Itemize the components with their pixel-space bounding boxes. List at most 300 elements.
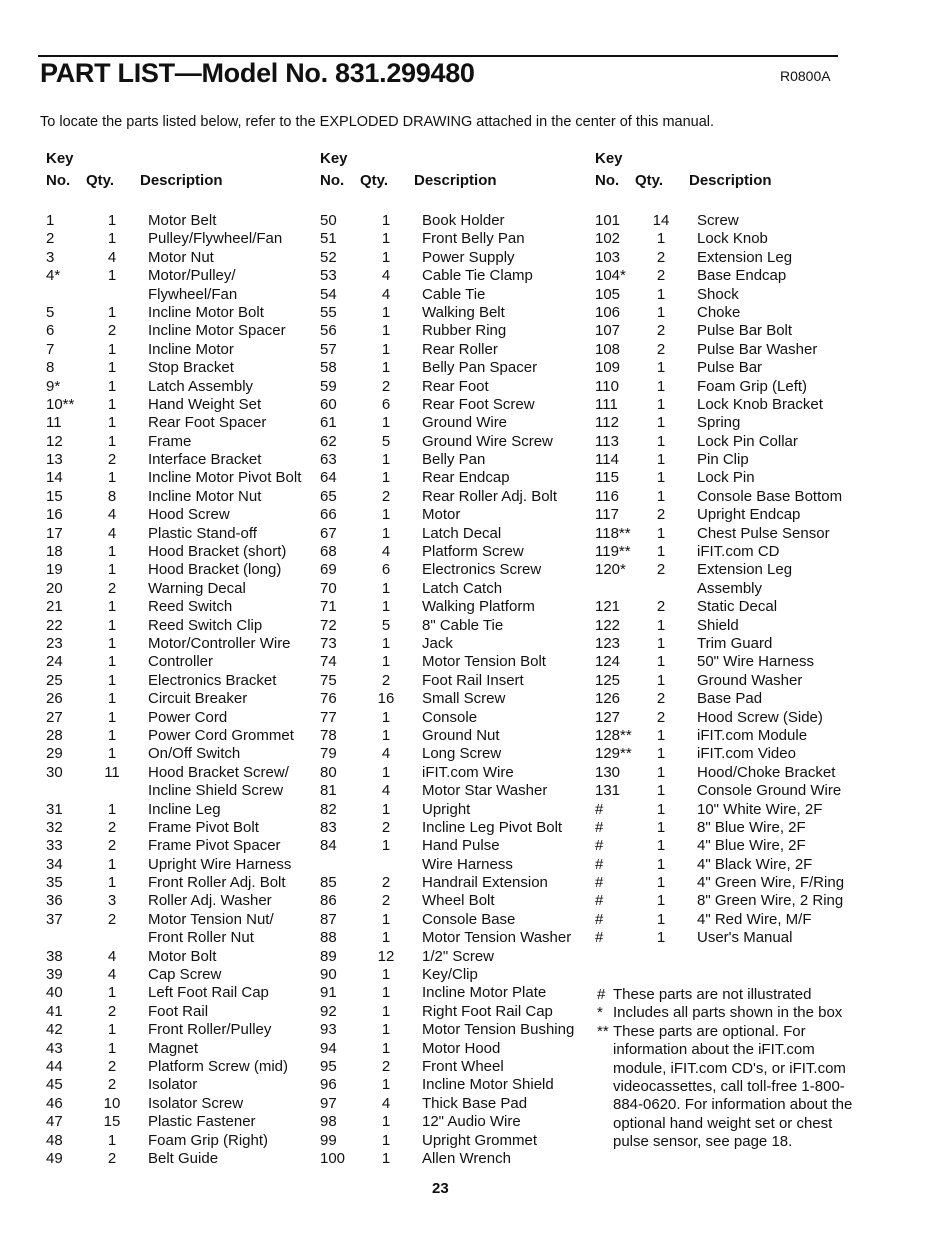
part-qty: 1 [656, 818, 666, 836]
part-description: Rear Roller [422, 340, 498, 358]
part-description: Cable Tie [422, 285, 486, 303]
part-key: 101 [595, 212, 621, 229]
part-qty: 1 [381, 340, 391, 358]
part-key: 59 [320, 377, 337, 395]
part-key: 23 [46, 634, 63, 652]
part-description: Frame Pivot Spacer [148, 837, 281, 855]
part-key: 100 [320, 1149, 346, 1167]
part-key: 97 [320, 1094, 337, 1112]
part-description: Upright Endcap [697, 506, 801, 524]
part-key: 113 [595, 432, 619, 450]
part-qty: 1 [381, 1021, 391, 1039]
footnote-mark: # [597, 986, 606, 1003]
part-qty: 4 [381, 1094, 391, 1112]
part-key: 72 [320, 616, 337, 634]
part-description: Shock [697, 285, 739, 303]
part-qty: 1 [381, 598, 391, 616]
part-qty: 1 [381, 212, 391, 229]
part-key: # [595, 800, 604, 818]
part-key: 10** [46, 395, 75, 413]
part-description: Pulse Bar Washer [697, 340, 818, 358]
part-key: 119** [595, 543, 631, 561]
part-key: 78 [320, 726, 337, 744]
part-qty: 1 [381, 984, 391, 1002]
part-qty: 1 [656, 469, 666, 487]
part-qty: 2 [107, 322, 117, 340]
part-key: 102 [595, 230, 621, 248]
part-key: 22 [46, 616, 63, 634]
part-description: 8" Cable Tie [422, 616, 504, 634]
part-key: 16 [46, 506, 63, 524]
part-key: 1 [46, 212, 55, 229]
part-description: Thick Base Pad [422, 1094, 528, 1112]
part-qty: 4 [381, 543, 391, 561]
part-key: 69 [320, 561, 337, 579]
part-key: 94 [320, 1039, 337, 1057]
part-qty: 2 [381, 892, 391, 910]
part-key: 108 [595, 340, 621, 358]
part-description: Front Roller Adj. Bolt [148, 874, 286, 892]
part-key: 103 [595, 248, 621, 266]
part-description: Rubber Ring [422, 322, 507, 340]
part-qty: 1 [107, 634, 117, 652]
part-qty: 1 [656, 616, 666, 634]
part-description: Reed Switch Clip [148, 616, 263, 634]
part-key: 110 [595, 377, 619, 395]
part-description: Incline Shield Screw [148, 782, 284, 800]
part-key: 47 [46, 1113, 63, 1131]
footnote-text: These parts are not illustrated [613, 986, 812, 1003]
part-description: Latch Catch [422, 579, 503, 597]
part-description: Incline Motor Bolt [148, 303, 264, 321]
part-description: Ground Wire [422, 414, 508, 432]
part-qty: 1 [107, 598, 117, 616]
part-key: 56 [320, 322, 337, 340]
header-no-label: No. [595, 172, 620, 189]
part-description: Walking Belt [422, 303, 505, 321]
part-qty: 1 [656, 377, 666, 395]
part-qty: 2 [107, 837, 117, 855]
part-key: 83 [320, 818, 337, 836]
part-qty: 4 [381, 745, 391, 763]
part-description: 50" Wire Harness [697, 653, 815, 671]
part-qty: 2 [381, 874, 391, 892]
part-key: 39 [46, 966, 63, 984]
part-description: Chest Pulse Sensor [697, 524, 830, 542]
part-qty: 1 [656, 800, 666, 818]
part-qty: 2 [381, 818, 391, 836]
header-description-label: Description [140, 172, 223, 189]
part-qty: 1 [381, 653, 391, 671]
part-qty: 1 [107, 561, 117, 579]
part-description: Rear Endcap [422, 469, 510, 487]
part-key: # [595, 892, 604, 910]
part-description: Roller Adj. Washer [148, 892, 272, 910]
part-qty: 4 [107, 506, 117, 524]
part-description: Plastic Stand-off [148, 524, 257, 542]
part-description: iFIT.com Module [697, 726, 808, 744]
part-description: Upright Grommet [422, 1131, 538, 1149]
part-key: 50 [320, 212, 337, 229]
part-description: Wire Harness [422, 855, 513, 873]
part-key: 127 [595, 708, 621, 726]
part-key: 81 [320, 782, 337, 800]
part-key: 71 [320, 598, 337, 616]
part-description: Pulley/Flywheel/Fan [148, 230, 283, 248]
footnote-text: These parts are optional. For information about the iFIT.com module, iFIT.com CD's, or iFIT.com videocassettes, call toll-free 1-800-884-0620. For information about the optional hand weight set or chest pulse sensor, see page 18. [613, 1022, 853, 1151]
part-description: Rear Roller Adj. Bolt [422, 487, 558, 505]
part-key: 38 [46, 947, 63, 965]
part-qty: 1 [656, 763, 666, 781]
part-qty: 1 [107, 414, 117, 432]
part-description: Wheel Bolt [422, 892, 495, 910]
part-key: 48 [46, 1131, 63, 1149]
part-key: 55 [320, 303, 337, 321]
part-qty: 11 [104, 763, 120, 781]
part-description: Book Holder [422, 212, 505, 229]
part-key: 9* [46, 377, 61, 395]
header-description-label: Description [689, 172, 772, 189]
part-description: Power Cord Grommet [148, 726, 294, 744]
part-key: 24 [46, 653, 63, 671]
part-description: 8" Green Wire, 2 Ring [697, 892, 844, 910]
part-description: Controller [148, 653, 214, 671]
part-key: 87 [320, 910, 337, 928]
part-key: 130 [595, 763, 621, 781]
part-key: 118** [595, 524, 631, 542]
part-qty: 1 [107, 708, 117, 726]
part-qty: 1 [107, 395, 117, 413]
part-key: 27 [46, 708, 63, 726]
part-key: 25 [46, 671, 63, 689]
part-description: Motor Hood [422, 1039, 501, 1057]
part-qty: 1 [107, 616, 117, 634]
part-description: 12" Audio Wire [422, 1113, 521, 1131]
part-key: 82 [320, 800, 337, 818]
part-key: 33 [46, 837, 63, 855]
part-key: 60 [320, 395, 337, 413]
part-key: # [595, 910, 604, 928]
part-key: 107 [595, 322, 621, 340]
part-qty: 1 [656, 855, 666, 873]
part-qty: 16 [377, 690, 395, 708]
part-qty: 2 [656, 267, 666, 285]
part-description: Screw [697, 212, 739, 229]
page-number: 23 [432, 1180, 449, 1197]
part-qty: 2 [656, 708, 666, 726]
part-key: 128** [595, 726, 632, 744]
part-key: 124 [595, 653, 621, 671]
part-key: 104* [595, 267, 626, 285]
part-description: Interface Bracket [148, 451, 262, 469]
part-qty: 1 [107, 377, 117, 395]
part-description: Electronics Bracket [148, 671, 277, 689]
part-key: 13 [46, 451, 63, 469]
part-key: 46 [46, 1094, 63, 1112]
part-qty: 1 [381, 1131, 391, 1149]
part-qty: 4 [381, 285, 391, 303]
part-key: 90 [320, 966, 337, 984]
part-description: Pulse Bar Bolt [697, 322, 793, 340]
footnote-text: Includes all parts shown in the box [613, 1004, 843, 1022]
part-key: 112 [595, 414, 619, 432]
part-description: Flywheel/Fan [148, 285, 238, 303]
part-description: Incline Motor Spacer [148, 322, 286, 340]
part-description: Rear Foot [422, 377, 489, 395]
part-key: 120* [595, 561, 626, 579]
part-qty: 1 [107, 359, 117, 377]
part-description: Isolator [148, 1076, 198, 1094]
part-description: Platform Screw (mid) [148, 1057, 289, 1075]
part-description: Front Roller Nut [148, 929, 254, 947]
part-description: Belly Pan Spacer [422, 359, 538, 377]
part-qty: 1 [656, 432, 666, 450]
part-description: Foam Grip (Right) [148, 1131, 269, 1149]
part-qty: 1 [381, 1149, 391, 1167]
part-qty: 2 [107, 910, 117, 928]
part-description: Long Screw [422, 745, 502, 763]
part-description: 8" Blue Wire, 2F [697, 818, 806, 836]
intro-text: To locate the parts listed below, refer to the EXPLODED DRAWING attached in the center of this manual. [40, 114, 715, 130]
part-description: Platform Screw [422, 543, 524, 561]
part-key: 91 [320, 984, 337, 1002]
part-qty: 14 [652, 212, 670, 229]
part-qty: 1 [656, 929, 666, 947]
part-key: 117 [595, 506, 619, 524]
part-key: 99 [320, 1131, 337, 1149]
part-qty: 1 [381, 359, 391, 377]
part-key: 31 [46, 800, 63, 818]
part-key: # [595, 837, 604, 855]
part-description: On/Off Switch [148, 745, 241, 763]
part-qty: 1 [381, 248, 391, 266]
part-key: 61 [320, 414, 337, 432]
part-description: Hood Bracket (short) [148, 543, 287, 561]
part-qty: 4 [381, 267, 391, 285]
part-qty: 1 [381, 726, 391, 744]
part-qty: 1 [656, 303, 666, 321]
part-description: 4" Blue Wire, 2F [697, 837, 806, 855]
part-description: Walking Platform [422, 598, 535, 616]
part-key: 63 [320, 451, 337, 469]
part-description: Assembly [697, 579, 763, 597]
part-qty: 1 [381, 708, 391, 726]
part-qty: 1 [107, 874, 117, 892]
part-key: 6 [46, 322, 55, 340]
part-description: Front Roller/Pulley [148, 1021, 272, 1039]
part-qty: 1 [381, 800, 391, 818]
part-description: Motor Tension Nut/ [148, 910, 274, 928]
part-key: 116 [595, 487, 619, 505]
part-description: Extension Leg [697, 561, 793, 579]
part-description: Incline Motor Plate [422, 984, 547, 1002]
part-key: 68 [320, 543, 337, 561]
part-key: 8 [46, 359, 55, 377]
part-key: 57 [320, 340, 337, 358]
part-qty: 5 [381, 616, 391, 634]
part-key: 4* [46, 267, 61, 285]
part-key: 122 [595, 616, 621, 634]
part-description: Power Cord [148, 708, 228, 726]
header-key-label: Key [595, 150, 623, 167]
document-code: R0800A [780, 68, 831, 84]
part-qty: 2 [107, 1057, 117, 1075]
part-description: Allen Wrench [422, 1149, 511, 1167]
part-key: 96 [320, 1076, 337, 1094]
part-qty: 1 [381, 910, 391, 928]
part-qty: 2 [107, 579, 117, 597]
part-description: Pin Clip [697, 451, 749, 469]
part-description: Magnet [148, 1039, 199, 1057]
part-key: 92 [320, 1002, 337, 1020]
part-description: Hood/Choke Bracket [697, 763, 836, 781]
part-key: 89 [320, 947, 337, 965]
part-qty: 1 [381, 1039, 391, 1057]
part-description: Extension Leg [697, 248, 793, 266]
part-qty: 6 [381, 561, 391, 579]
part-qty: 1 [107, 543, 117, 561]
part-key: 111 [595, 395, 618, 413]
part-key: 131 [595, 782, 621, 800]
part-key: 79 [320, 745, 337, 763]
part-description: Left Foot Rail Cap [148, 984, 269, 1002]
part-description: Trim Guard [697, 634, 773, 652]
page-title: PART LIST—Model No. 831.299480 [40, 58, 475, 88]
part-key: 21 [46, 598, 63, 616]
part-description: Motor Nut [148, 248, 214, 266]
part-key: 45 [46, 1076, 63, 1094]
part-description: Upright [422, 800, 471, 818]
part-description: Choke [697, 303, 741, 321]
part-qty: 2 [656, 248, 666, 266]
part-qty: 2 [381, 377, 391, 395]
part-key: 5 [46, 303, 55, 321]
part-qty: 1 [656, 634, 666, 652]
part-qty: 1 [107, 653, 117, 671]
part-qty: 1 [107, 855, 117, 873]
part-qty: 1 [381, 414, 391, 432]
part-description: Cable Tie Clamp [422, 267, 533, 285]
part-key: 98 [320, 1113, 337, 1131]
part-qty: 1 [656, 543, 666, 561]
part-qty: 2 [381, 1057, 391, 1075]
part-key: 15 [46, 487, 63, 505]
part-qty: 15 [103, 1113, 121, 1131]
part-qty: 1 [107, 726, 117, 744]
part-qty: 1 [381, 469, 391, 487]
part-key: 54 [320, 285, 337, 303]
part-qty: 3 [107, 892, 117, 910]
part-description: Pulse Bar [697, 359, 763, 377]
part-qty: 1 [107, 469, 117, 487]
part-qty: 1 [107, 432, 117, 450]
part-description: Right Foot Rail Cap [422, 1002, 553, 1020]
part-qty: 1 [107, 1039, 117, 1057]
part-key: 40 [46, 984, 63, 1002]
part-description: Front Wheel [422, 1057, 504, 1075]
footnote [597, 1004, 872, 1022]
part-description: Hand Weight Set [148, 395, 262, 413]
part-qty: 1 [381, 524, 391, 542]
part-description: Base Endcap [697, 267, 787, 285]
part-qty: 1 [107, 671, 117, 689]
part-qty: 1 [656, 395, 666, 413]
part-description: Motor Tension Bolt [422, 653, 546, 671]
part-key: 80 [320, 763, 337, 781]
part-description: Plastic Fastener [148, 1113, 256, 1131]
part-key: # [595, 818, 604, 836]
part-qty: 1 [656, 359, 666, 377]
part-description: 1/2" Screw [422, 947, 495, 965]
part-key: 19 [46, 561, 63, 579]
part-key: 105 [595, 285, 621, 303]
part-description: Lock Knob [697, 230, 768, 248]
part-description: Belt Guide [148, 1149, 219, 1167]
part-qty: 1 [656, 451, 666, 469]
part-description: Front Belly Pan [422, 230, 525, 248]
part-description: Incline Motor Nut [148, 487, 262, 505]
part-key: 44 [46, 1057, 63, 1075]
part-description: Cap Screw [148, 966, 222, 984]
part-key: 17 [46, 524, 63, 542]
header-qty-label: Qty. [86, 172, 115, 189]
part-key: 65 [320, 487, 337, 505]
part-key: # [595, 929, 604, 947]
part-description: Console Ground Wire [697, 782, 842, 800]
part-key: 85 [320, 874, 337, 892]
part-key: 114 [595, 451, 619, 469]
part-key: 29 [46, 745, 63, 763]
part-key: 121 [595, 598, 621, 616]
part-qty: 2 [381, 671, 391, 689]
part-description: Incline Motor Shield [422, 1076, 554, 1094]
part-key: 70 [320, 579, 337, 597]
part-qty: 1 [107, 745, 117, 763]
part-qty: 1 [107, 800, 117, 818]
part-qty: 2 [656, 561, 666, 579]
part-key: 49 [46, 1149, 63, 1167]
part-key: 30 [46, 763, 63, 781]
part-description: Stop Bracket [148, 359, 234, 377]
part-key: 125 [595, 671, 621, 689]
part-qty: 4 [107, 524, 117, 542]
part-qty: 1 [381, 506, 391, 524]
part-qty: 1 [381, 763, 391, 781]
part-qty: 1 [656, 892, 666, 910]
part-key: 74 [320, 653, 337, 671]
part-description: Frame Pivot Bolt [148, 818, 259, 836]
part-qty: 1 [656, 874, 666, 892]
part-key: 115 [595, 469, 619, 487]
part-qty: 1 [107, 984, 117, 1002]
header-no-label: No. [46, 172, 71, 189]
part-qty: 4 [107, 248, 117, 266]
part-description: Foam Grip (Left) [697, 377, 808, 395]
part-description: Foot Rail Insert [422, 671, 524, 689]
part-description: Isolator Screw [148, 1094, 244, 1112]
part-description: Latch Assembly [148, 377, 254, 395]
part-key: 53 [320, 267, 337, 285]
part-qty: 1 [381, 230, 391, 248]
part-key: 95 [320, 1057, 337, 1075]
part-key: 73 [320, 634, 337, 652]
part-key: 11 [46, 414, 62, 432]
part-description: Belly Pan [422, 451, 486, 469]
part-description: Small Screw [422, 690, 506, 708]
part-key: 51 [320, 230, 337, 248]
part-qty: 8 [107, 487, 117, 505]
part-description: 10" White Wire, 2F [697, 800, 823, 818]
